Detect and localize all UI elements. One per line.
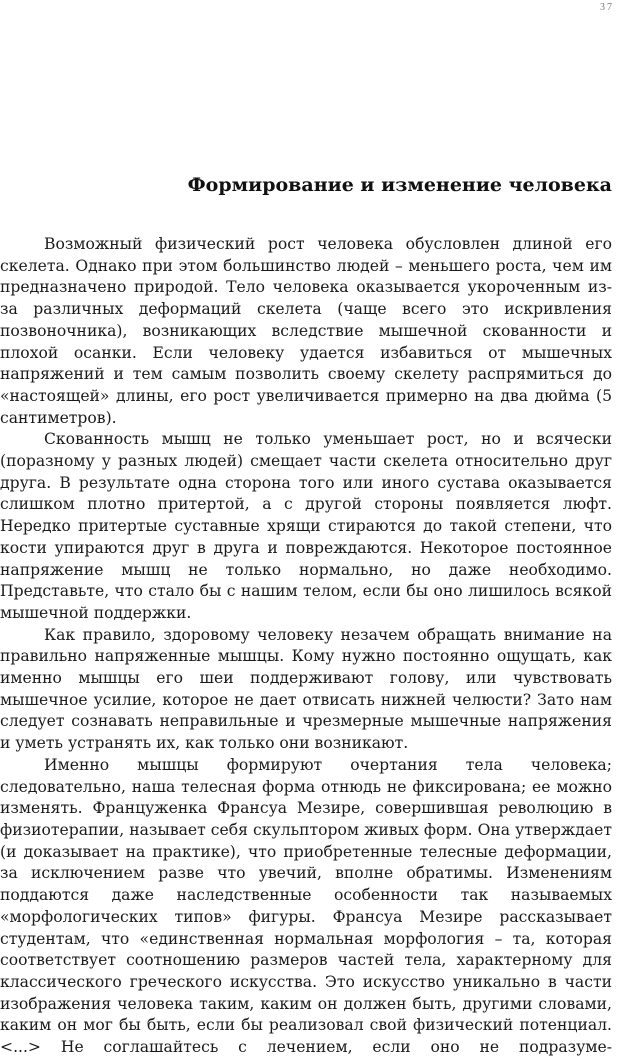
page-number: 37	[600, 2, 614, 13]
paragraph-4: Именно мышцы формируют очертания тела человека; следовательно, наша телесная форма отнюдь не фиксирована; ее можно изменять. Француженка Франсуа Мезире, совершившая революцию в физиотерапии, называет себя скульптором живых форм. Она утверждает (и доказывает на практике), что приобретенные телесные деформации, за исключением разве что увечий, вполне обратимы. Изменениям поддаются даже наследственные особенности так называемых «морфологических типов» фигуры. Франсуа Мезире рассказывает студентам, что «единственная нормальная морфология – та, которая соответствует соотношению размеров частей тела, характерному для классического греческого искусства. Это искусство уникально в части изображения человека таким, каким он должен быть, другими словами, каким он мог бы быть, если бы реализовал свой физический потенциал. <...> Не соглашайтесь с лечением, если оно не подразуме-	[0, 755, 612, 1057]
paragraph-2: Скованность мышц не только уменьшает рост, но и всячески (поразному у разных людей) смещает части скелета относительно друг друга. В результате одна сторона того или иного сустава оказывается слишком плотно притертой, а с другой стороны появляется люфт. Нередко притертые суставные хрящи стираются до такой степени, что кости упираются друг в друга и повреждаются. Некоторое постоянное напряжение мышц не только нормально, но даже необходимо. Представьте, что стало бы с нашим телом, если бы оно лишилось всякой мышечной поддержки.	[0, 430, 612, 622]
body-text	[0, 234, 612, 1059]
paragraph-1: Возможный физический рост человека обусловлен длиной его скелета. Однако при этом большинство людей – меньшего роста, чем им предназначено природой. Тело человека оказывается укороченным из-за различных деформаций скелета (чаще всего это искривления позвоночника), возникающих вследствие мышечной скованности и плохой осанки. Если человеку удается избавиться от мышечных напряжений и тем самым позволить своему скелету распрямиться до «настоящей» длины, его рост увеличивается примерно на два дюйма (5 сантиметров).	[0, 235, 612, 427]
paragraph-3: Как правило, здоровому человеку незачем обращать внимание на правильно напряженные мышцы. Кому нужно постоянно ощущать, как именно мышцы его шеи поддерживают голову, или чувствовать мышечное усилие, которое не дает отвисать нижней челюсти? Зато нам следует сознавать неправильные и чрезмерные мышечные напряжения и уметь устранять их, как только они возникают.	[0, 625, 612, 753]
chapter-title: Формирование и изменение человека	[187, 174, 612, 196]
